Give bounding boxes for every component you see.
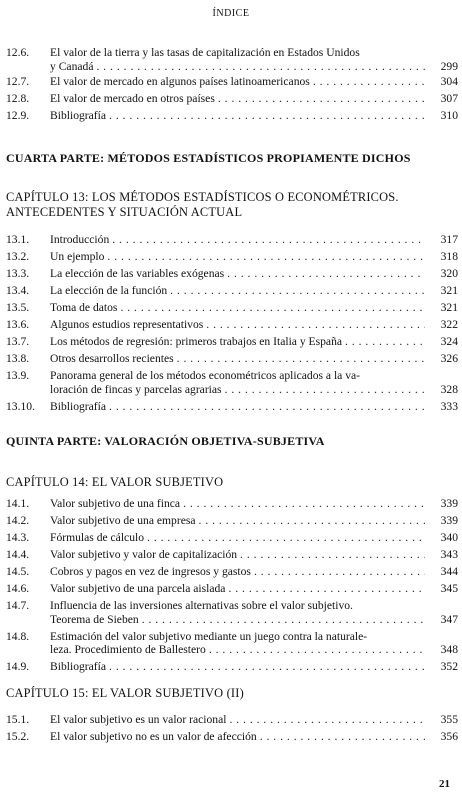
toc-entry-line [50, 599, 428, 613]
toc-entry [6, 352, 458, 366]
toc-entry [6, 730, 458, 744]
toc-entry [6, 497, 458, 511]
toc-entry-line [50, 582, 428, 596]
toc-entry [6, 630, 458, 657]
toc-entry-number: 13.3. [6, 267, 30, 280]
dot-leader [218, 92, 425, 106]
dot-leader [170, 284, 425, 298]
toc-entry-text [50, 352, 428, 366]
toc-entry-line [50, 400, 428, 414]
toc-entry-title: leza. Procedimiento de Ballestero [50, 643, 206, 656]
toc-entry [6, 369, 458, 396]
toc-entry-number: 14.3. [6, 531, 30, 544]
toc-entry-title: Panorama general de los métodos econométricos aplicados a la va- [50, 369, 361, 382]
toc-entry-line [50, 335, 428, 349]
toc-entry-text [50, 267, 428, 281]
toc-entry [6, 301, 458, 315]
toc-entry-line [50, 352, 428, 366]
toc-entry-text [50, 284, 428, 298]
toc-entry-title: La elección de las variables exógenas [50, 267, 225, 280]
toc-entry-text [50, 565, 428, 579]
toc-entry [6, 318, 458, 332]
toc-entry-title: El valor de la tierra y las tasas de capitalización en Estados Unidos [50, 46, 360, 59]
toc-entry-text [50, 514, 428, 528]
toc-entry-text [50, 46, 428, 73]
toc-entry-page: 344 [440, 565, 458, 578]
toc-entry-number: 13.9. [6, 369, 30, 382]
toc-entry-line [50, 369, 428, 383]
dot-leader [112, 233, 425, 247]
dot-leader [254, 565, 425, 579]
dot-leader [120, 301, 425, 315]
toc-entry [6, 514, 458, 528]
dot-leader [345, 335, 425, 349]
toc-entry-number: 12.9. [6, 109, 30, 122]
toc-entry-text [50, 92, 428, 106]
dot-leader [260, 730, 425, 744]
page-number: 21 [439, 778, 450, 790]
toc-entry-line [50, 531, 428, 545]
toc-entry-text [50, 335, 428, 349]
chapter-14-title [6, 475, 458, 490]
chapter-15-title [6, 686, 458, 701]
toc-entry-page: 347 [440, 612, 458, 626]
toc-entry-number: 14.5. [6, 565, 30, 578]
toc-entry-title: Los métodos de regresión: primeros trabajos en Italia y España [50, 335, 343, 348]
toc-entry-line [50, 46, 428, 60]
toc-entry-title: El valor subjetivo no es un valor de afección [50, 730, 257, 743]
toc-entry-page: 339 [440, 514, 458, 527]
toc-entry-text [50, 548, 428, 562]
toc-entry-page: 318 [440, 250, 458, 263]
toc-entry-page: 321 [440, 284, 458, 297]
toc-entry-number: 15.2. [6, 730, 30, 743]
toc-entry-title: Otros desarrollos recientes [50, 352, 174, 365]
toc-entry [6, 46, 458, 73]
toc-entry-number: 13.2. [6, 250, 30, 263]
toc-entry-page: 345 [440, 582, 458, 595]
toc-entry-page: 324 [440, 335, 458, 348]
toc-entry [6, 548, 458, 562]
toc-entry-title: Estimación del valor subjetivo mediante un juego contra la naturale- [50, 629, 368, 643]
toc-entry [6, 250, 458, 264]
toc-entry-title: Bibliografía [50, 109, 107, 122]
toc-entry-page: 299 [440, 59, 458, 73]
toc-entry-number: 13.1. [6, 233, 30, 246]
toc-entry-text [50, 713, 428, 727]
dot-leader [225, 383, 425, 397]
toc-entry-text [50, 730, 428, 744]
toc-entry-title: La elección de la función [50, 284, 168, 297]
toc-entry-title: Valor subjetivo y valor de capitalización [50, 548, 238, 561]
dot-leader [199, 514, 425, 528]
toc-entry-title: Valor subjetivo de una parcela aislada [50, 582, 226, 595]
toc-entry-title: loración de fincas y parcelas agrarias [50, 382, 222, 396]
dot-leader [229, 713, 425, 727]
dot-leader [313, 75, 425, 89]
toc-entry-title: Influencia de las inversiones alternativas sobre el valor subjetivo. [50, 599, 353, 612]
toc-entry-title: Valor subjetivo de una finca [50, 497, 181, 510]
toc-entry-page: 333 [440, 399, 458, 413]
chapter-13-title [6, 190, 458, 219]
dot-leader [228, 582, 425, 596]
toc-entry [6, 284, 458, 298]
toc-entry-line [50, 630, 428, 644]
toc-entry [6, 660, 458, 674]
toc-entry-text [50, 497, 428, 511]
dot-leader [183, 497, 425, 511]
toc-entry [6, 335, 458, 349]
dot-leader [107, 250, 425, 264]
toc-entry-title: Valor subjetivo de una empresa [50, 514, 196, 527]
toc-entry-title: y Canadá [50, 59, 94, 73]
toc-entry-line [50, 383, 428, 397]
toc-entry-page: 356 [440, 730, 458, 743]
toc-entry-line [50, 713, 428, 727]
toc-entry-page: 304 [440, 75, 458, 88]
toc-entry-number: 14.9. [6, 660, 30, 673]
toc-entry-title: Toma de datos [50, 301, 118, 314]
toc-entry-text [50, 531, 428, 545]
toc-entry-title: Bibliografía [50, 399, 107, 413]
toc-entry-number: 12.6. [6, 46, 30, 59]
part-title-quinta: QUINTA PARTE: VALORACIÓN OBJETIVA-SUBJETIVA [6, 434, 325, 448]
toc-entry-text [50, 400, 428, 414]
toc-entry [6, 109, 458, 123]
toc-entry-line [50, 75, 428, 89]
toc-entry-page: 307 [440, 92, 458, 105]
toc-entry [6, 582, 458, 596]
chapter-title-line: CAPÍTULO 13: LOS MÉTODOS ESTADÍSTICOS O ECONOMÉTRICOS. [6, 190, 399, 204]
toc-entry-line [50, 60, 428, 74]
dot-leader [227, 267, 425, 281]
toc-entry-number: 14.8. [6, 629, 30, 643]
toc-entry-page: 352 [440, 660, 458, 673]
toc-entry-line [50, 643, 428, 657]
toc-entry-page: 326 [440, 352, 458, 365]
toc-entry-title: Algunos estudios representativos [50, 318, 204, 331]
toc-entry-text [50, 660, 428, 674]
toc-entry-number: 15.1. [6, 713, 30, 726]
toc-entry [6, 565, 458, 579]
toc-entry-line [50, 730, 428, 744]
toc-entry-page: 320 [440, 267, 458, 280]
toc-entry [6, 713, 458, 727]
toc-entry-page: 328 [440, 382, 458, 396]
toc-entry-page: 317 [440, 233, 458, 246]
dot-leader [147, 531, 425, 545]
dot-leader [206, 318, 425, 332]
toc-entry-text [50, 369, 428, 396]
toc-entry-text [50, 599, 428, 626]
dot-leader [240, 548, 425, 562]
toc-entry-number: 14.4. [6, 548, 30, 561]
toc-entry-line [50, 267, 428, 281]
toc-entry-line [50, 284, 428, 298]
toc-entry-page: 322 [440, 318, 458, 331]
toc-entry [6, 75, 458, 89]
toc-entry-text [50, 318, 428, 332]
toc-entry-title: Teorema de Sieben [50, 612, 139, 626]
running-head: ÍNDICE [212, 8, 250, 19]
toc-entry-title: El valor de mercado en otros países [50, 92, 215, 105]
toc-entry-page: 348 [440, 643, 458, 656]
toc-entry-number: 14.7. [6, 599, 30, 612]
toc-entry-line [50, 565, 428, 579]
toc-entry-number: 13.5. [6, 301, 30, 314]
toc-entry-number: 13.6. [6, 318, 30, 331]
toc-entry-line [50, 514, 428, 528]
toc-entry [6, 400, 458, 414]
toc-entry-number: 13.7. [6, 335, 30, 348]
toc-entry-page: 310 [440, 109, 458, 122]
toc-entry-line [50, 109, 428, 123]
toc-entry-title: El valor de mercado en algunos países latinoamericanos [50, 75, 310, 88]
toc-entry-line [50, 233, 428, 247]
toc-entry-line [50, 92, 428, 106]
toc-entry-number: 14.1. [6, 497, 30, 510]
toc-entry-page: 340 [440, 531, 458, 544]
toc-entry-title: Introducción [50, 233, 110, 246]
toc-entry [6, 267, 458, 281]
toc-entry-line [50, 301, 428, 315]
toc-entry-title: Bibliografía [50, 660, 107, 673]
part-title-cuarta: CUARTA PARTE: MÉTODOS ESTADÍSTICOS PROPIAMENTE DICHOS [6, 151, 411, 165]
chapter-title-line: ANTECEDENTES Y SITUACIÓN ACTUAL [6, 204, 243, 219]
toc-entry [6, 92, 458, 106]
toc-entry-page: 321 [440, 301, 458, 314]
toc-entry-line [50, 250, 428, 264]
toc-entry-text [50, 630, 428, 657]
toc-entry [6, 531, 458, 545]
toc-entry-number: 13.10. [6, 399, 35, 413]
toc-entry [6, 599, 458, 626]
toc-entry-line [50, 548, 428, 562]
toc-entry-title: El valor subjetivo es un valor racional [50, 713, 227, 726]
toc-entry-text [50, 109, 428, 123]
chapter-title-line: CAPÍTULO 14: EL VALOR SUBJETIVO [6, 475, 224, 489]
toc-entry-line [50, 613, 428, 627]
toc-entry-number: 12.8. [6, 92, 30, 105]
toc-entry-title: Fórmulas de cálculo [50, 531, 145, 544]
toc-entry-text [50, 582, 428, 596]
toc-entry-line [50, 660, 428, 674]
toc-entry-text [50, 233, 428, 247]
toc-entry-number: 13.4. [6, 284, 30, 297]
toc-entry-title: Cobros y pagos en vez de ingresos y gastos [50, 565, 251, 578]
dot-leader [109, 109, 425, 123]
chapter-title-line: CAPÍTULO 15: EL VALOR SUBJETIVO (II) [6, 686, 244, 700]
toc-entry-number: 13.8. [6, 352, 30, 365]
dot-leader [96, 60, 425, 74]
toc-entry-number: 14.6. [6, 582, 30, 595]
toc-entry-page: 339 [440, 497, 458, 510]
toc-entry [6, 233, 458, 247]
toc-entry-number: 12.7. [6, 75, 30, 88]
toc-entry-page: 343 [440, 548, 458, 561]
dot-leader [209, 643, 425, 657]
toc-entry-text [50, 250, 428, 264]
dot-leader [142, 613, 425, 627]
dot-leader [109, 400, 425, 414]
toc-entry-line [50, 318, 428, 332]
toc-entry-text [50, 75, 428, 89]
toc-entry-line [50, 497, 428, 511]
dot-leader [109, 660, 425, 674]
toc-entry-title: Un ejemplo [50, 250, 105, 263]
toc-entry-page: 355 [440, 713, 458, 726]
toc-entry-text [50, 301, 428, 315]
dot-leader [177, 352, 425, 366]
toc-entry-number: 14.2. [6, 514, 30, 527]
